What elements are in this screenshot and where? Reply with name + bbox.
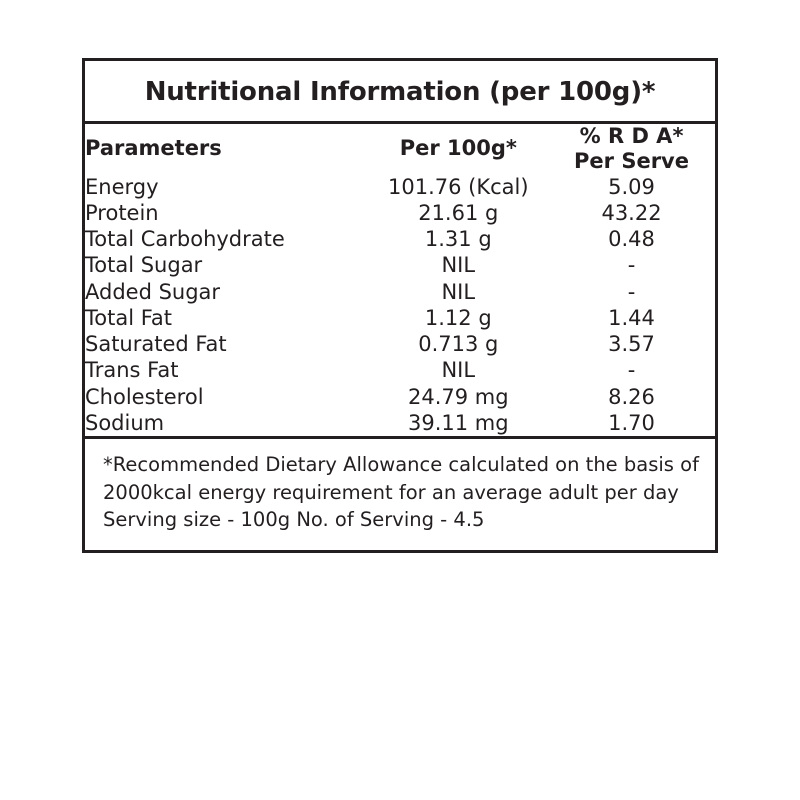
row-rda: -: [627, 279, 636, 304]
table-row: [85, 174, 715, 200]
row-parameter: Total Carbohydrate: [85, 227, 285, 252]
row-rda: 1.44: [608, 305, 655, 330]
row-per-100g: 101.76 (Kcal): [387, 174, 529, 199]
row-per-100g: 0.713 g: [418, 332, 499, 357]
row-per-100g: NIL: [441, 358, 476, 383]
footnote-line-3: Serving size - 100g No. of Serving - 4.5: [103, 508, 485, 532]
table-row: [85, 357, 715, 383]
column-header-per-100g: Per 100g*: [399, 136, 517, 161]
row-per-100g: 39.11 mg: [369, 410, 549, 438]
table-row: [85, 384, 715, 410]
footnote: [85, 439, 715, 550]
table-row: [85, 279, 715, 305]
row-parameter: Energy: [85, 174, 159, 199]
row-parameter: Trans Fat: [85, 358, 179, 383]
column-header-parameters: Parameters: [85, 136, 222, 161]
nutrition-information-panel: [82, 58, 718, 553]
table-row: [85, 410, 715, 438]
row-rda: -: [627, 253, 636, 278]
row-parameter: Protein: [85, 200, 159, 225]
table-row: [85, 200, 715, 226]
table-row: [85, 305, 715, 331]
row-rda: 0.48: [608, 227, 655, 252]
column-header-rda-line2: Per Serve: [574, 148, 689, 173]
nutrition-table: [85, 124, 715, 439]
table-row: [85, 226, 715, 252]
row-parameter: Cholesterol: [85, 384, 204, 409]
row-rda: 3.57: [608, 332, 655, 357]
table-row: [85, 252, 715, 278]
row-per-100g: 1.12 g: [424, 305, 492, 330]
row-rda: 8.26: [608, 384, 655, 409]
row-parameter: Saturated Fat: [85, 332, 227, 357]
row-per-100g: 24.79 mg: [407, 384, 509, 409]
footnote-line-2: 2000kcal energy requirement for an average adult per day: [103, 480, 679, 504]
row-parameter: Added Sugar: [85, 279, 221, 304]
table-row: [85, 331, 715, 357]
row-rda: -: [627, 358, 636, 383]
row-per-100g: NIL: [441, 253, 476, 278]
table-header: [85, 124, 715, 174]
row-parameter: Total Fat: [85, 305, 172, 330]
table-body: [85, 174, 715, 438]
panel-title: Nutritional Information (per 100g)*: [85, 61, 715, 124]
row-per-100g: 1.31 g: [424, 227, 492, 252]
row-rda: 1.70: [548, 410, 715, 438]
row-per-100g: NIL: [441, 279, 476, 304]
row-rda: 5.09: [608, 174, 655, 199]
column-header-rda: [548, 124, 715, 174]
row-rda: 43.22: [601, 200, 662, 225]
row-per-100g: 21.61 g: [418, 200, 499, 225]
row-parameter: Total Sugar: [85, 253, 203, 278]
column-header-rda-line1: % R D A*: [579, 124, 684, 148]
table-header-row: [85, 124, 715, 174]
footnote-line-1: *Recommended Dietary Allowance calculated on the basis of: [103, 453, 699, 477]
row-parameter: Sodium: [85, 410, 369, 438]
